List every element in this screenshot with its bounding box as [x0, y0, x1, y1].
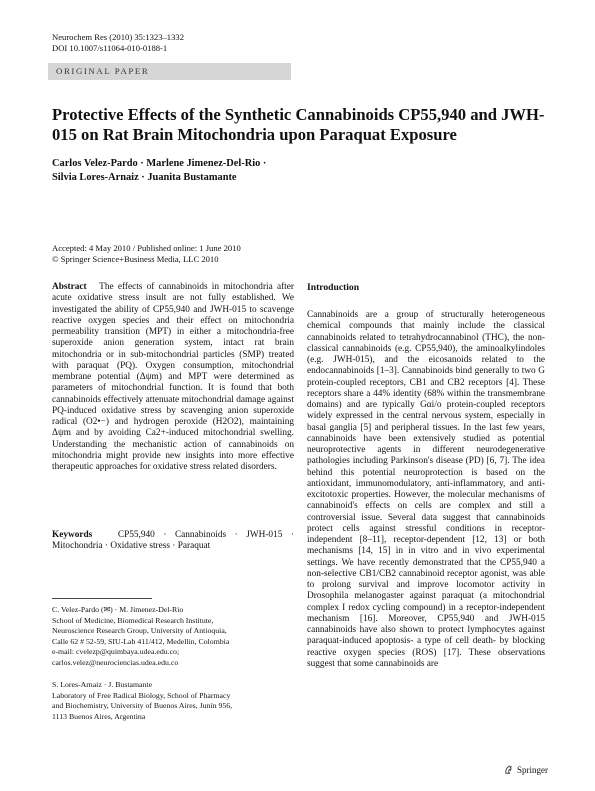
- publisher-name: Springer: [517, 764, 548, 775]
- footnote-divider: [52, 598, 152, 599]
- abstract-label: Abstract: [52, 282, 87, 292]
- publisher-footer: [503, 764, 548, 775]
- article-title: Protective Effects of the Synthetic Cannabinoids CP55,940 and JWH-015 on Rat Brain Mitochondria upon Paraquat Exposure: [52, 105, 545, 144]
- keywords-text: CP55,940 · Cannabinoids · JWH-015 · Mitochondria · Oxidative stress · Paraquat: [52, 530, 294, 552]
- affiliation-authors: C. Velez-Pardo (✉) · M. Jimenez-Del-Rio: [52, 605, 184, 614]
- abstract-text: The effects of cannabinoids in mitochondria after acute oxidative stress insult are not fully established. We investigated the ability of CP55,940 and JWH-015 to scavenge reactive oxygen species and their effect on mitochondria permeability transition (MPT) in either a mitochondria-free superoxide anion generation system, intact rat brain mitochondria or in sub-mitochondrial particles (SMP) treated with paraquat (PQ). Oxygen consumption, mitochondrial membrane potential (Δψm) and MPT were determined as parameters of mitochondrial function. It is found that both cannabinoids effectively attenuate mitochondrial damage against PQ-induced oxidative stress by scavenging anion superoxide radical (O2•−) and hydrogen peroxide (H2O2), maintaining Δψm and by avoiding Ca2+-induced mitochondrial swelling. Understanding the mechanistic action of cannabinoids on mitochondria might provide new insights into more effective therapeutic approaches for oxidative stress related disorders.: [52, 282, 294, 472]
- section-banner: [48, 63, 291, 80]
- keywords-label: Keywords: [52, 530, 93, 540]
- journal-citation: Neurochem Res (2010) 35:1323–1332: [52, 32, 184, 42]
- affiliation-group-2: [52, 680, 297, 722]
- author-list: [52, 157, 452, 184]
- affiliation-line: and Biochemistry, University of Buenos Aires, Junín 956,: [52, 701, 233, 711]
- affiliation-line: Neuroscience Research Group, University of Antioquia,: [52, 626, 227, 636]
- introduction-text: Cannabinoids are a group of structurally heterogeneous chemical compounds that mainly include the classical cannabinoids related to tetrahydrocannabinol (THC), the non-classical cannabinoids (e.g. CP55,940), the aminoalkylindoles (e.g. JWH-015), and the eicosanoids related to the endocannabinoids [1–3]. Cannabinoids bind generally to two G protein-coupled receptors, CB1 and CB2 receptors [4]. These receptors share a 44% identity (68% within the transmembrane domains) and are typically Gαi/o protein-coupled receptors widely expressed in the central nervous system, especially in basal ganglia [5] and peripheral tissues. In the last few years, cannabinoids have been extensively studied as potential neuroprotective agents in different neurodegenerative pathologies including Parkinson's disease (PD) [6, 7]. The idea behind this potential neuroprotection is based on the antioxidant, immunomodulatory, anti-inflammatory, and anti-excitotoxic properties. However, the molecular mechanisms of cannabinoid's effects on cells are complex and still a controversial issue. Several data suggest that cannabinoids protect cells against stressful conditions in receptor-independent [8–11], receptor-dependent [12, 13] or both mechanisms [14, 15] in in vitro and in vivo experimental settings. We have recently demonstrated that the CP55,940 a non-selective CB1/CB2 cannabinoid receptor agonist, was able to prolong survival and improve locomotor activity in Drosophila melanogaster against paraquat (a mitochondrial complex I redox cycling compound) in a receptor-independent mechanism [16]. Moreover, CP55,940 and JWH-015 cannabinoids have also shown to protect lymphocytes against paraquat-induced apoptosis- a type of cell death- by blocking reactive oxygen species (ROS) [17]. These observations suggest that some cannabinoids are: [307, 310, 545, 669]
- affiliation-line: Laboratory of Free Radical Biology, School of Pharmacy: [52, 690, 231, 700]
- introduction-heading: Introduction: [307, 282, 360, 293]
- doi: DOI 10.1007/s11064-010-0188-1: [52, 43, 168, 53]
- affiliation-email[interactable]: e-mail: cvelezp@quimbaya.udea.edu.co;: [52, 647, 180, 657]
- abstract: [52, 282, 294, 473]
- copyright: © Springer Science+Business Media, LLC 2010: [52, 254, 219, 264]
- accepted-date: Accepted: 4 May 2010 / Published online: 1 June 2010: [52, 243, 241, 253]
- affiliation-line: Calle 62 # 52-59, SIU-Lab 411/412, Medellin, Colombia: [52, 636, 230, 646]
- affiliation-line: 1113 Buenos Aires, Argentina: [52, 711, 146, 721]
- authors-line: Carlos Velez-Pardo · Marlene Jimenez-Del-Rio ·: [52, 158, 267, 169]
- affiliation-authors: S. Lores-Arnaiz · J. Bustamante: [52, 680, 153, 689]
- keywords: [52, 530, 294, 553]
- springer-horse-icon: [503, 764, 514, 775]
- affiliation-line: School of Medicine, Biomedical Research Institute,: [52, 615, 214, 625]
- section-label: ORIGINAL PAPER: [56, 66, 150, 76]
- affiliation-group-1: [52, 605, 297, 669]
- publication-dates: [52, 243, 241, 265]
- affiliation-email[interactable]: carlos.velez@neurociencias.udea.edu.co: [52, 657, 179, 667]
- introduction-body: [307, 310, 545, 670]
- authors-line: Silvia Lores-Arnaiz · Juanita Bustamante: [52, 171, 237, 183]
